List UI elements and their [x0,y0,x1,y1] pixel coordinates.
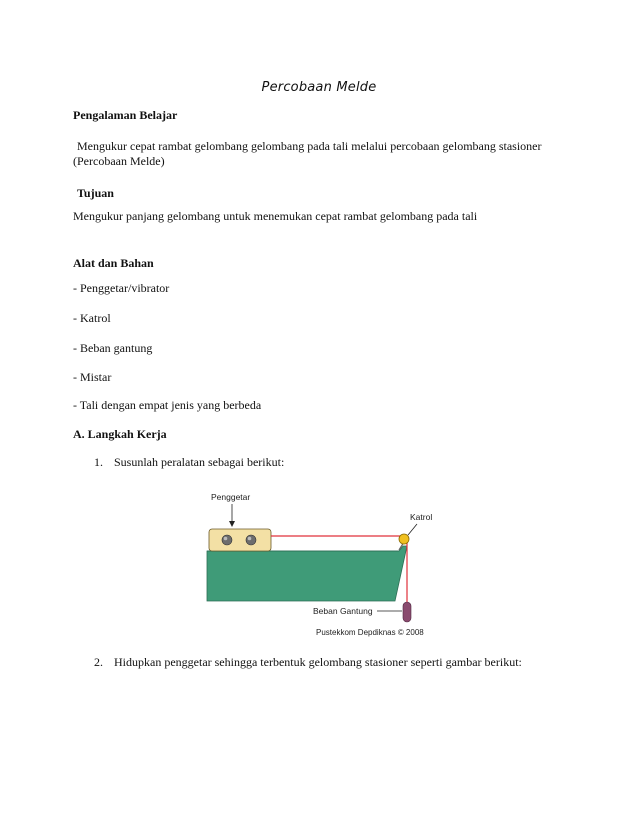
knob-highlight [224,537,228,541]
figure-credit: Pustekkom Depdiknas © 2008 [316,628,424,637]
step-text: Susunlah peralatan sebagai berikut: [114,455,285,469]
vibrator-box [209,529,271,551]
knob-highlight [248,537,252,541]
document-title: Percobaan Melde [261,80,377,95]
step-number: 2. [94,655,103,669]
table-block [207,546,407,601]
step-number: 1. [94,455,103,469]
alat-item: - Beban gantung [73,341,153,355]
penggetar-arrow-head [229,521,235,527]
label-beban-gantung: Beban Gantung [313,606,373,616]
label-penggetar: Penggetar [211,492,251,502]
vibrator-knob [246,535,256,545]
pengalaman-heading: Pengalaman Belajar [73,108,178,122]
hanging-weight [403,602,411,622]
step-text: Hidupkan penggetar sehingga terbentuk gelombang stasioner seperti gambar berikut: [114,655,522,669]
pengalaman-text: Mengukur cepat rambat gelombang gelombang pada tali melalui percobaan gelombang stasioner (Percobaan Melde) [73,139,542,168]
pulley [399,534,409,544]
katrol-pointer-line [408,524,417,535]
vibrator-knob [222,535,232,545]
alat-item: - Tali dengan empat jenis yang berbeda [73,398,262,412]
label-katrol: Katrol [410,512,433,522]
alat-item: - Katrol [73,311,111,325]
langkah-heading: A. Langkah Kerja [73,427,167,441]
tujuan-text: Mengukur panjang gelombang untuk menemukan cepat rambat gelombang pada tali [73,209,478,223]
alat-heading: Alat dan Bahan [73,256,154,270]
alat-item: - Mistar [73,370,112,384]
tujuan-heading: Tujuan [77,186,114,200]
apparatus-figure [199,486,445,641]
alat-item: - Penggetar/vibrator [73,281,170,295]
